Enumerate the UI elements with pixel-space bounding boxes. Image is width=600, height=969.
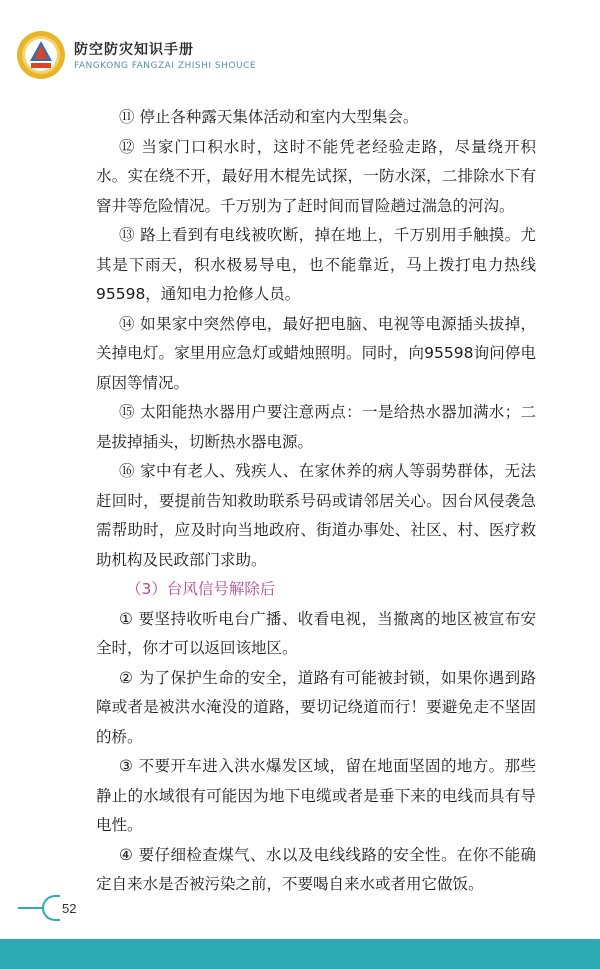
footer-bar bbox=[0, 939, 600, 969]
paragraph: ⑪ 停止各种露天集体活动和室内大型集会。 bbox=[119, 108, 419, 126]
paragraph: ⑬ 路上看到有电线被吹断，掉在地上，千万别用手触摸。尤其是下雨天，积水极易导电，也不能靠近，马上拨打电力热线95598，通知电力抢修人员。 bbox=[96, 226, 536, 303]
paragraph: ⑯ 家中有老人、残疾人、在家休养的病人等弱势群体，无法赶回时，要提前告知救助联系号码或请邻居关心。因台风侵袭急需帮助时，应及时向当地政府、街道办事处、社区、村、医疗救助机构及民政部门求助。 bbox=[96, 462, 536, 569]
page-arc-decoration bbox=[42, 895, 60, 921]
civil-defense-emblem-icon bbox=[16, 30, 66, 80]
paragraph: ① 要坚持收听电台广播、收看电视，当撤离的地区被宣布安全时，你才可以返回该地区。 bbox=[96, 609, 536, 657]
page-number: 52 bbox=[62, 900, 77, 916]
main-content bbox=[96, 103, 536, 900]
paragraph: ⑭ 如果家中突然停电，最好把电脑、电视等电源插头拔掉，关掉电灯。家里用应急灯或蜡烛照明。同时，向95598询问停电原因等情况。 bbox=[96, 314, 536, 392]
paragraph: ⑫ 当家门口积水时，这时不能凭老经验走路，尽量绕开积水。实在绕不开，最好用木棍先试探，一防水深，二排除水下有窨井等危险情况。千万别为了赶时间而冒险趟过湍急的河沟。 bbox=[96, 137, 536, 215]
paragraph: ⑮ 太阳能热水器用户要注意两点：一是给热水器加满水；二是拔掉插头，切断热水器电源。 bbox=[96, 403, 536, 451]
page-number-marker bbox=[0, 895, 76, 921]
handbook-title: 防空防灾知识手册 bbox=[74, 42, 194, 58]
section-heading: （3）台风信号解除后 bbox=[126, 580, 276, 598]
paragraph: ③ 不要开车进入洪水爆发区域，留在地面坚固的地方。那些静止的水域很有可能因为地下电缆或者是垂下来的电线而具有导电性。 bbox=[96, 757, 536, 834]
paragraph: ② 为了保护生命的安全，道路有可能被封锁，如果你遇到路障或者是被洪水淹没的道路，要切记绕道而行！要避免走不坚固的桥。 bbox=[96, 668, 536, 746]
handbook-subtitle: FANGKONG FANGZAI ZHISHI SHOUCE bbox=[74, 61, 257, 71]
header bbox=[16, 30, 256, 80]
page-line-decoration bbox=[18, 907, 44, 909]
paragraph: ④ 要仔细检查煤气、水以及电线线路的安全性。在你不能确定自来水是否被污染之前，不要喝自来水或者用它做饭。 bbox=[96, 845, 536, 893]
